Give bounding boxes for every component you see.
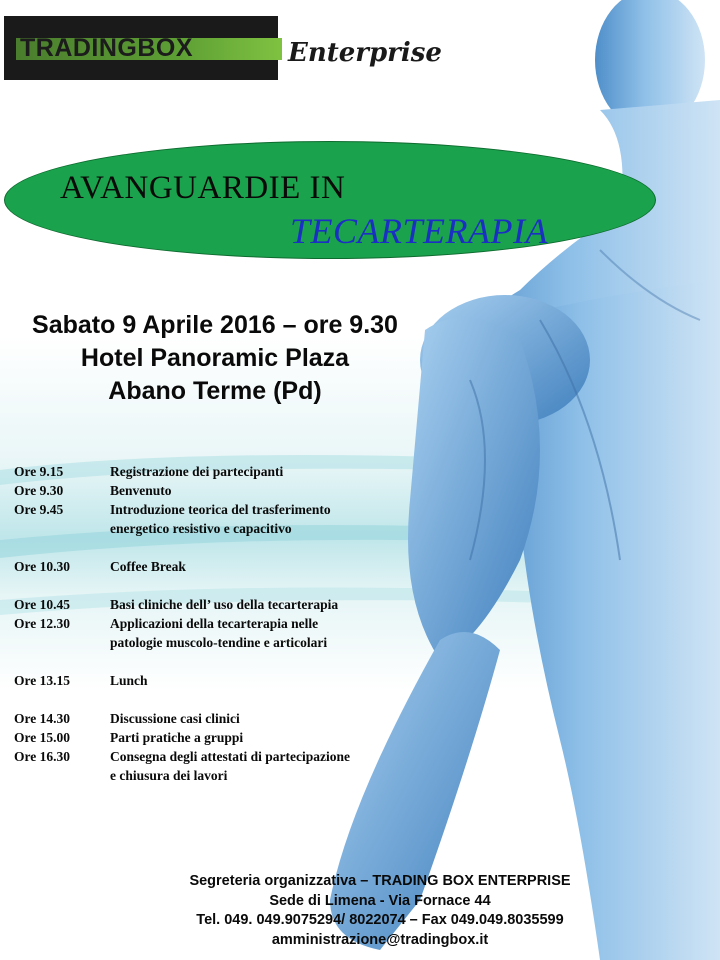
schedule-row bbox=[14, 595, 414, 614]
schedule-time: Ore 15.00 bbox=[14, 730, 70, 745]
schedule-desc-continued: patologie muscolo-tendine e articolari bbox=[110, 635, 328, 650]
schedule-time: Ore 10.30 bbox=[14, 559, 70, 574]
schedule-time: Ore 9.15 bbox=[14, 464, 64, 479]
schedule-row-continued bbox=[14, 519, 414, 538]
schedule-row-continued bbox=[14, 633, 414, 652]
schedule-row bbox=[14, 709, 414, 728]
event-venue: Hotel Panoramic Plaza bbox=[80, 344, 350, 372]
title-line-1: AVANGUARDIE IN bbox=[60, 170, 346, 206]
schedule-desc: Coffee Break bbox=[110, 559, 186, 574]
schedule-row bbox=[14, 728, 414, 747]
schedule-time: Ore 13.15 bbox=[14, 673, 70, 688]
schedule-row bbox=[14, 462, 414, 481]
schedule-time: Ore 9.30 bbox=[14, 483, 64, 498]
schedule-desc: Introduzione teorica del trasferimento bbox=[110, 502, 331, 517]
schedule-row bbox=[14, 500, 414, 519]
tradingbox-logo bbox=[4, 16, 278, 80]
schedule-time: Ore 12.30 bbox=[14, 616, 70, 631]
schedule-desc-continued: e chiusura dei lavori bbox=[110, 768, 228, 783]
schedule-row bbox=[14, 671, 414, 690]
footer-organizer: Segreteria organizzativa – TRADING BOX ENTERPRISE bbox=[189, 873, 571, 889]
schedule-desc: Registrazione dei partecipanti bbox=[110, 464, 284, 479]
schedule-desc-continued: energetico resistivo e capacitivo bbox=[110, 521, 292, 536]
schedule-desc: Parti pratiche a gruppi bbox=[110, 730, 244, 745]
schedule-desc: Consegna degli attestati di partecipazione bbox=[110, 749, 350, 764]
schedule-time: Ore 14.30 bbox=[14, 711, 70, 726]
event-city: Abano Terme (Pd) bbox=[108, 377, 322, 405]
schedule-row-continued bbox=[14, 766, 414, 785]
logo-brand-text: TRADINGBOX bbox=[20, 34, 194, 62]
schedule-time: Ore 9.45 bbox=[14, 502, 64, 517]
event-date: Sabato 9 Aprile 2016 – ore 9.30 bbox=[32, 311, 398, 339]
schedule-desc: Lunch bbox=[110, 673, 148, 688]
schedule-row bbox=[14, 557, 414, 576]
schedule-desc: Benvenuto bbox=[110, 483, 172, 498]
schedule-time: Ore 10.45 bbox=[14, 597, 70, 612]
schedule-row bbox=[14, 747, 414, 766]
schedule-time: Ore 16.30 bbox=[14, 749, 70, 764]
footer-email: amministrazione@tradingbox.it bbox=[271, 932, 489, 948]
schedule-desc: Discussione casi clinici bbox=[110, 711, 240, 726]
schedule bbox=[14, 462, 414, 785]
schedule-row bbox=[14, 614, 414, 633]
footer-phone: Tel. 049. 049.9075294/ 8022074 – Fax 049.049.8035599 bbox=[196, 912, 564, 928]
schedule-desc: Applicazioni della tecarterapia nelle bbox=[110, 616, 319, 631]
footer-address: Sede di Limena - Via Fornace 44 bbox=[269, 893, 491, 909]
schedule-row bbox=[14, 481, 414, 500]
schedule-desc: Basi cliniche dell’ uso della tecarterapia bbox=[110, 597, 339, 612]
title-line-2: TECARTERAPIA bbox=[290, 211, 548, 251]
logo-enterprise-text: Enterprise bbox=[288, 38, 442, 68]
